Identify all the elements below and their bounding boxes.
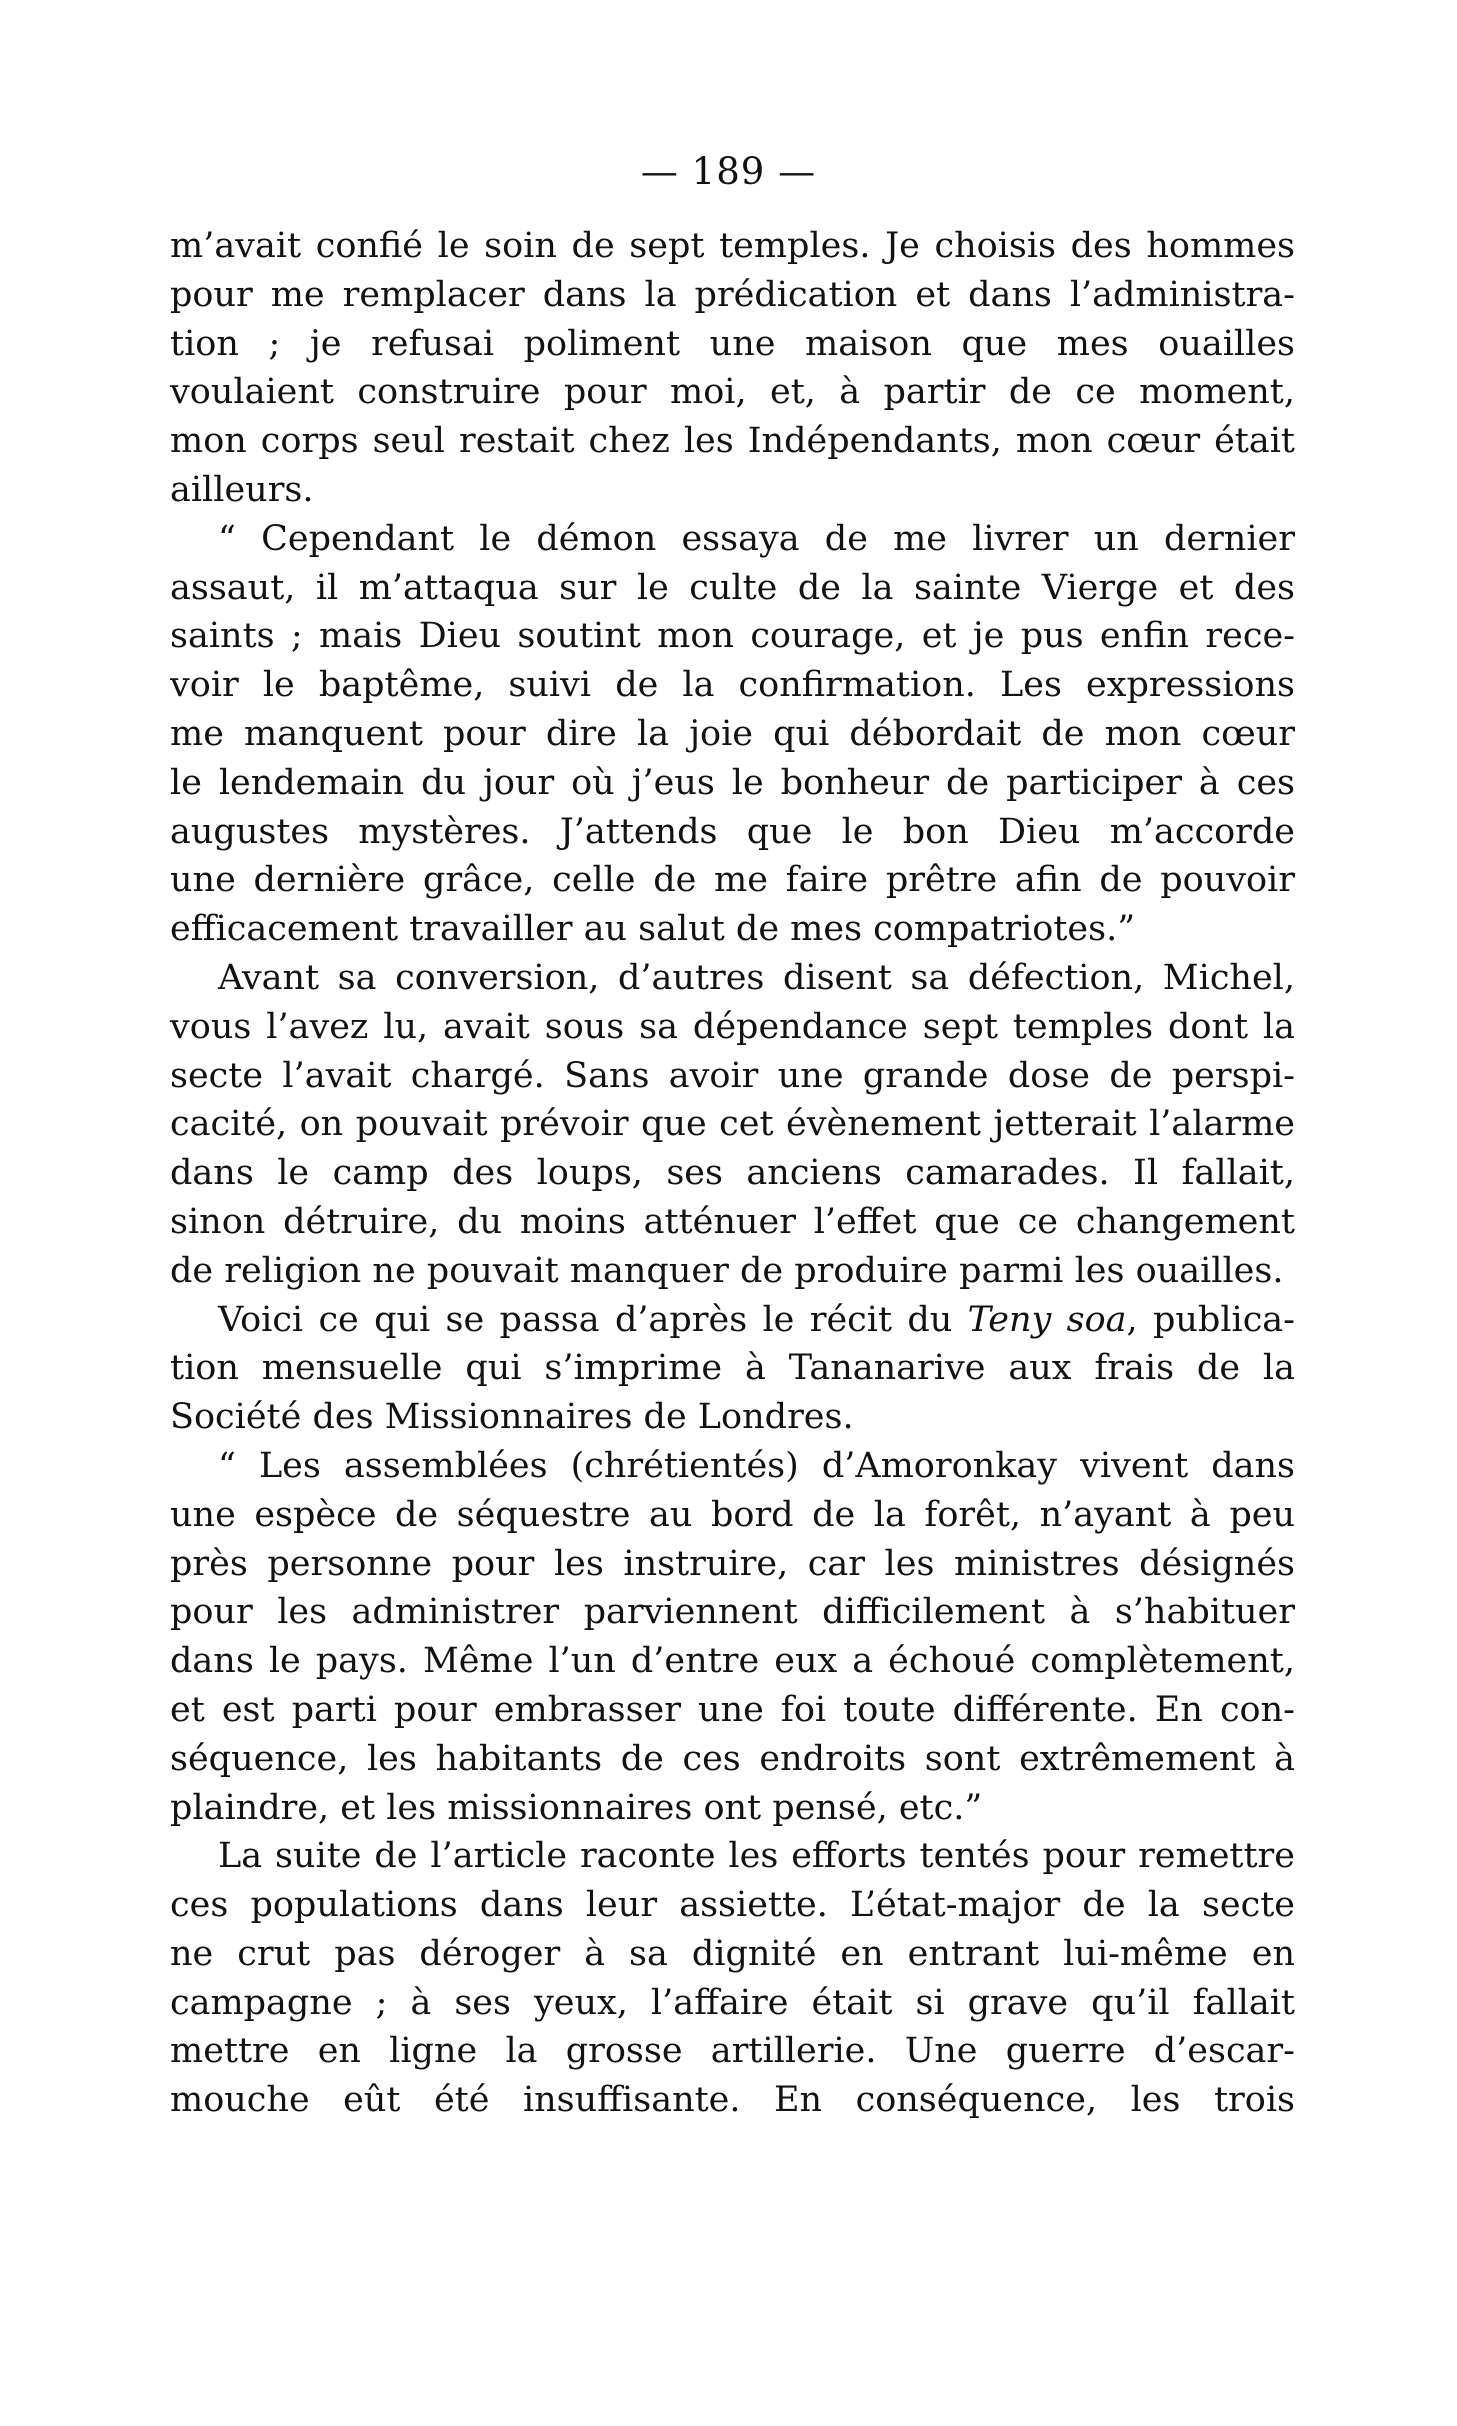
text-line: mon corps seul restait chez les Indépendants, mon cœur était xyxy=(170,421,1295,462)
page-number: — 189 — xyxy=(640,150,817,193)
text-line: pour me remplacer dans la prédication et dans l’administra- xyxy=(170,274,1295,315)
text-line: pour les administrer parviennent difficilement à s’habituer xyxy=(170,1592,1295,1633)
text-line: vous l’avez lu, avait sous sa dépendance sept temples dont la xyxy=(170,1006,1295,1047)
text-line: saints ; mais Dieu soutint mon courage, et je pus enfin rece- xyxy=(170,616,1295,657)
text-line: voir le baptême, suivi de la confirmation. Les expressions xyxy=(170,665,1295,706)
text-line: La suite de l’article raconte les efforts tentés pour remettre xyxy=(218,1836,1295,1877)
text-line: voulaient construire pour moi, et, à partir de ce moment, xyxy=(170,372,1295,413)
text-line: près personne pour les instruire, car les ministres désignés xyxy=(170,1543,1295,1584)
text-line: dans le camp des loups, ses anciens camarades. Il fallait, xyxy=(170,1153,1295,1194)
text-line: me manquent pour dire la joie qui débordait de mon cœur xyxy=(170,713,1295,754)
text-line: mettre en ligne la grosse artillerie. Une guerre d’escar- xyxy=(170,2031,1295,2072)
publication-title: Teny soa xyxy=(967,1299,1127,1340)
text-line: “ Les assemblées (chrétientés) d’Amoronkay vivent dans xyxy=(218,1445,1295,1486)
text-line: augustes mystères. J’attends que le bon Dieu m’accorde xyxy=(170,811,1295,852)
text-line: de religion ne pouvait manquer de produire parmi les ouailles. xyxy=(170,1250,1284,1291)
text-line: le lendemain du jour où j’eus le bonheur de participer à ces xyxy=(170,762,1295,803)
text-line xyxy=(170,1296,1295,1345)
text-line: cacité, on pouvait prévoir que cet évènement jetterait l’alarme xyxy=(170,1104,1295,1145)
text-segment: , publica- xyxy=(1126,1299,1296,1340)
body-text xyxy=(170,222,1295,2125)
text-line: tion ; je refusai poliment une maison que mes ouailles xyxy=(170,323,1295,364)
text-line: une dernière grâce, celle de me faire prêtre afin de pouvoir xyxy=(170,860,1295,901)
text-line: séquence, les habitants de ces endroits sont extrêmement à xyxy=(170,1738,1295,1779)
text-line: et est parti pour embrasser une foi toute différente. En con- xyxy=(170,1689,1295,1730)
text-segment: Voici ce qui se passa d’après le récit du xyxy=(218,1299,968,1340)
text-line: tion mensuelle qui s’imprime à Tananarive aux frais de la xyxy=(170,1348,1295,1389)
text-line: “ Cependant le démon essaya de me livrer un dernier xyxy=(218,518,1295,559)
text-line: ne crut pas déroger à sa dignité en entrant lui-même en xyxy=(170,1933,1295,1974)
text-line: secte l’avait chargé. Sans avoir une grande dose de perspi- xyxy=(170,1055,1295,1096)
text-line: ailleurs. xyxy=(170,469,314,510)
text-line: Société des Missionnaires de Londres. xyxy=(170,1397,854,1438)
text-line: plaindre, et les missionnaires ont pensé, etc.” xyxy=(170,1787,983,1828)
text-line: une espèce de séquestre au bord de la forêt, n’ayant à peu xyxy=(170,1494,1295,1535)
text-line: efficacement travailler au salut de mes compatriotes.” xyxy=(170,909,1136,950)
text-line: m’avait confié le soin de sept temples. Je choisis des hommes xyxy=(170,226,1295,266)
text-line: sinon détruire, du moins atténuer l’effet que ce changement xyxy=(170,1201,1295,1242)
text-line: ces populations dans leur assiette. L’état-major de la secte xyxy=(170,1885,1295,1926)
text-line: campagne ; à ses yeux, l’affaire était si grave qu’il fallait xyxy=(170,1982,1295,2023)
text-line: dans le pays. Même l’un d’entre eux a échoué complètement, xyxy=(170,1641,1295,1682)
text-line: Avant sa conversion, d’autres disent sa défection, Michel, xyxy=(218,957,1295,998)
text-line: assaut, il m’attaqua sur le culte de la sainte Vierge et des xyxy=(170,567,1295,608)
text-line: mouche eût été insuffisante. En conséquence, les trois xyxy=(170,2080,1295,2121)
